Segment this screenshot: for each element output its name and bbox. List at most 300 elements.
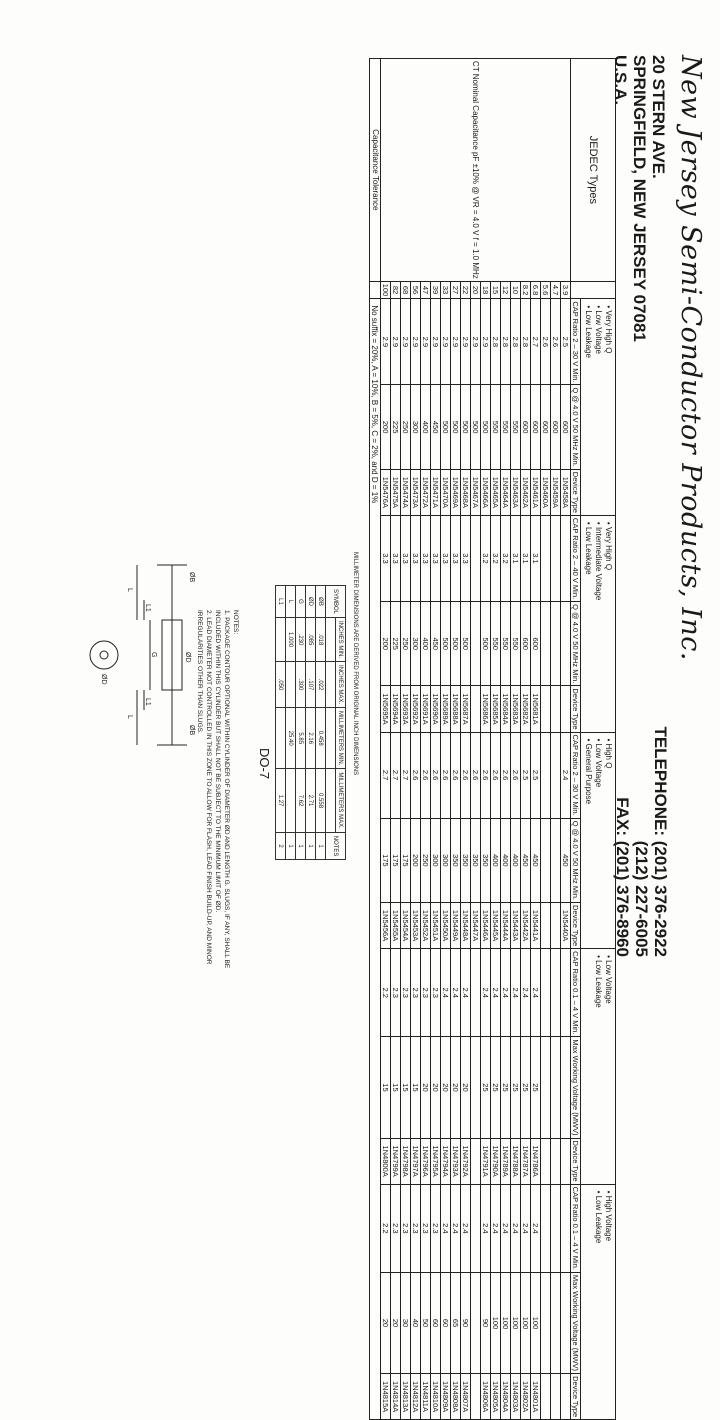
table-cell: 2.8 (491, 299, 501, 385)
table-cell: 1N5441A (531, 903, 541, 949)
table-cell: 2.7 (391, 732, 401, 818)
table-cell: 20 (391, 1272, 401, 1373)
table-cell (541, 1184, 551, 1272)
table-cell: 1N5473A (411, 469, 421, 515)
cap-ratio-header: CAP Ratio 0.1 – 4 V Min. (571, 1184, 581, 1272)
table-cell (471, 602, 481, 686)
table-cell: 1N5454A (401, 903, 411, 949)
table-cell: 2.9 (391, 299, 401, 385)
table-cell: 1N5448A (461, 903, 471, 949)
table-cell: 90 (481, 1272, 491, 1373)
capacitance-value-cell: 100 (381, 281, 391, 299)
table-cell: 2.4 (441, 949, 451, 1037)
table-cell: 20 (441, 1037, 451, 1138)
device-type-header: Device Type (571, 1138, 581, 1184)
table-cell: 2.4 (441, 1184, 451, 1272)
table-cell: 1N5458A (561, 469, 571, 515)
table-cell: 100 (491, 1272, 501, 1373)
table-cell: 550 (491, 385, 501, 469)
table-cell: 20 (421, 1037, 431, 1138)
table-cell (561, 515, 571, 601)
table-cell (471, 949, 481, 1037)
table-cell: 3.3 (411, 515, 421, 601)
table-cell: 500 (461, 385, 471, 469)
tolerance-note: No suffix = 20%, A = 10%, B = 5%, C = 2%, and D = 1% (370, 299, 381, 1420)
table-cell: 30 (401, 1272, 411, 1373)
table-cell (561, 1184, 571, 1272)
table-cell: 3.2 (501, 515, 511, 601)
capacitance-value-cell: 6.8 (531, 281, 541, 299)
capacitance-value-cell: 3.9 (561, 281, 571, 299)
table-cell: 3.3 (381, 515, 391, 601)
max-working-voltage-header: Max Working Voltage (MWV) (571, 1037, 581, 1138)
table-cell: 3.1 (511, 515, 521, 601)
dimension-cell: 0.558 (316, 769, 326, 832)
table-cell: 2.6 (461, 732, 471, 818)
dimension-cell: ØB (316, 586, 326, 618)
table-cell: 1N4791A (481, 1138, 491, 1184)
table-cell: 500 (451, 385, 461, 469)
table-cell: 2.3 (391, 949, 401, 1037)
label-b: ØB (188, 725, 195, 736)
table-cell: 500 (451, 602, 461, 686)
table-cell: 1N4794A (441, 1138, 451, 1184)
table-cell: 1N5450A (441, 903, 451, 949)
dimension-cell: 2.71 (306, 769, 316, 832)
dimension-cell: L (286, 586, 296, 618)
notes-header: NOTES (326, 832, 346, 860)
dimension-cell: 1 (316, 832, 326, 860)
table-cell: 400 (511, 818, 521, 902)
table-cell: 15 (401, 1037, 411, 1138)
dimension-cell: 1 (306, 832, 316, 860)
table-cell: 1N4814A (391, 1374, 401, 1420)
capacitance-value-cell: 56 (411, 281, 421, 299)
table-cell: 450 (521, 818, 531, 902)
notes-block (195, 610, 240, 990)
table-cell: 2.4 (511, 949, 521, 1037)
table-cell: 2.9 (431, 299, 441, 385)
table-cell: 175 (381, 818, 391, 902)
table-cell: 2.4 (531, 949, 541, 1037)
table-cell (551, 1272, 561, 1373)
table-cell: 2.5 (521, 732, 531, 818)
table-cell: 2.4 (511, 1184, 521, 1272)
table-cell: 550 (501, 385, 511, 469)
cap-ratio-header: CAP Ratio 2 – 30 V Min. (571, 732, 581, 818)
address-line-2: SPRINGFIELD, NEW JERSEY 07081 (630, 55, 649, 342)
table-cell: 3.3 (391, 515, 401, 601)
table-cell: 1N5464A (501, 469, 511, 515)
mm-max-header: MILLIMETERS MAX. (336, 769, 346, 832)
table-cell: 60 (431, 1272, 441, 1373)
table-cell: 225 (391, 385, 401, 469)
table-cell: 2.5 (531, 732, 541, 818)
company-name: New Jersey Semi-Conductor Products, Inc. (675, 55, 706, 661)
table-cell (561, 1374, 571, 1420)
table-row (561, 59, 571, 1420)
table-cell: 175 (391, 818, 401, 902)
table-cell: 2.4 (521, 949, 531, 1037)
dimension-cell: G (296, 586, 306, 618)
table-cell (541, 1037, 551, 1138)
table-cell: 1N5471A (431, 469, 441, 515)
table-cell: 1N5695A (381, 686, 391, 732)
package-outline-label: DO-7 (257, 748, 272, 780)
table-cell: 1N4815A (381, 1374, 391, 1420)
table-cell: 1N4802A (521, 1374, 531, 1420)
table-cell: 1N5687A (461, 686, 471, 732)
label-l1: L1 (144, 698, 151, 706)
note-2: 2. LEAD DIAMETER NOT CONTROLLED IN THIS ZONE TO ALLOW FOR FLASH, LEAD FINISH BUILD-UP, AND MINOR IRREGULARITIES OTHER THAN SLUGS. (196, 610, 212, 965)
table-cell: 15 (411, 1037, 421, 1138)
table-cell: 3.1 (531, 515, 541, 601)
table-cell: 20 (451, 1037, 461, 1138)
table-cell: 1N5690A (431, 686, 441, 732)
table-cell: 250 (401, 602, 411, 686)
capacitance-value-cell: 68 (401, 281, 411, 299)
dimension-cell: 7.62 (296, 769, 306, 832)
table-cell: 2.6 (511, 732, 521, 818)
table-cell: 2.3 (391, 1184, 401, 1272)
table-cell (551, 818, 561, 902)
table-cell: 1N5469A (451, 469, 461, 515)
table-cell: 100 (501, 1272, 511, 1373)
do7-outline-drawing (82, 560, 212, 750)
dimension-cell (286, 662, 296, 708)
table-cell (541, 818, 551, 902)
note-1: 1. PACKAGE CONTOUR OPTIONAL WITHIN CYLINDER OF DIAMETER ØD AND LENGTH G. SLUGS, IF ANY, SHALL BE INCLUDED WITHIN THIS CYLINDER BUT SHALL NOT BE SUBJECT TO THE MINIMUM LIMIT OF ØD. (214, 610, 230, 969)
table-cell (551, 949, 561, 1037)
table-cell: 2.4 (501, 1184, 511, 1272)
table-cell: 3.3 (401, 515, 411, 601)
table-cell (561, 1138, 571, 1184)
table-cell (541, 686, 551, 732)
table-cell: 225 (391, 602, 401, 686)
dimension-row (306, 586, 316, 860)
table-cell: 1N4788A (511, 1138, 521, 1184)
dimension-row (286, 586, 296, 860)
table-cell (541, 903, 551, 949)
end-view-outer (90, 641, 118, 669)
table-cell (471, 1184, 481, 1272)
dimension-cell: 1.000 (286, 618, 296, 662)
table-cell: 550 (511, 602, 521, 686)
table-cell: 50 (421, 1272, 431, 1373)
table-cell: 1N4801A (531, 1374, 541, 1420)
table-cell: 2.7 (401, 732, 411, 818)
table-cell: 2.9 (401, 299, 411, 385)
table-cell: 1N4798A (401, 1138, 411, 1184)
group-1-header: • Very High Q • Low Voltage • Low Leakage (581, 299, 616, 516)
table-cell: 1N5693A (401, 686, 411, 732)
table-cell: 1N5694A (391, 686, 401, 732)
max-working-voltage-header: Max Working Voltage (MWV) (571, 1272, 581, 1373)
dimension-row (316, 586, 326, 860)
table-cell: 200 (381, 602, 391, 686)
table-cell: 2.4 (491, 1184, 501, 1272)
table-cell (551, 1037, 561, 1138)
table-cell: 1N4799A (391, 1138, 401, 1184)
table-cell: 600 (531, 385, 541, 469)
table-cell (471, 1374, 481, 1420)
table-cell: 25 (521, 1037, 531, 1138)
table-cell: 2.4 (501, 949, 511, 1037)
q-header: Q @ 4.0 V 50 MHz Min. (571, 818, 581, 902)
dimension-cell: 0.458 (316, 708, 326, 769)
table-cell (551, 686, 561, 732)
dimension-cell: .022 (316, 662, 326, 708)
table-cell: 500 (481, 385, 491, 469)
table-cell: 3.2 (491, 515, 501, 601)
table-cell: 500 (471, 385, 481, 469)
table-cell: 1N4787A (521, 1138, 531, 1184)
table-cell: 1N4800A (381, 1138, 391, 1184)
table-cell: 350 (471, 818, 481, 902)
table-cell: 40 (411, 1272, 421, 1373)
table-cell: 2.4 (451, 949, 461, 1037)
capacitance-value-cell: 33 (441, 281, 451, 299)
capacitance-value-cell: 18 (481, 281, 491, 299)
table-cell (551, 1374, 561, 1420)
table-cell (551, 1184, 561, 1272)
table-cell: 2.9 (461, 299, 471, 385)
inches-max-header: INCHES MAX. (336, 662, 346, 708)
table-cell: 1N5447A (471, 903, 481, 949)
table-cell: 600 (531, 602, 541, 686)
spacer-cell (370, 281, 381, 299)
dimension-cell: L1 (276, 586, 286, 618)
table-cell: 1N5475A (391, 469, 401, 515)
table-cell: 600 (521, 385, 531, 469)
table-cell: 3.3 (461, 515, 471, 601)
dimension-cell: 5.85 (296, 708, 306, 769)
table-cell: 450 (431, 602, 441, 686)
group-4-header: • Low Voltage • Low Leakage (581, 949, 616, 1185)
table-cell: 1N5691A (421, 686, 431, 732)
table-cell (551, 903, 561, 949)
table-cell: 2.4 (491, 949, 501, 1037)
table-cell: 90 (461, 1272, 471, 1373)
table-cell: 2.6 (501, 732, 511, 818)
dimension-cell: 2 (276, 832, 286, 860)
end-view-lead (100, 651, 108, 659)
table-cell: 3.3 (441, 515, 451, 601)
table-cell: 100 (531, 1272, 541, 1373)
table-cell: 550 (511, 385, 521, 469)
table-cell: 2.2 (381, 949, 391, 1037)
table-cell: 450 (561, 818, 571, 902)
table-cell: 250 (421, 818, 431, 902)
table-cell: 2.6 (471, 732, 481, 818)
capacitance-value-cell: 4.7 (551, 281, 561, 299)
capacitance-value-cell: 20 (471, 281, 481, 299)
table-cell: 1N4789A (501, 1138, 511, 1184)
table-cell: 2.8 (521, 299, 531, 385)
table-cell: 1N5460A (541, 469, 551, 515)
label-l: L (126, 715, 133, 719)
table-cell: 1N5681A (531, 686, 541, 732)
table-cell: 20 (431, 1037, 441, 1138)
table-cell (551, 602, 561, 686)
group-header-row (581, 59, 616, 1420)
table-cell: 1N5443A (511, 903, 521, 949)
table-cell: 25 (501, 1037, 511, 1138)
table-cell: 1N5682A (521, 686, 531, 732)
table-cell: 175 (401, 818, 411, 902)
table-cell: 1N4790A (491, 1138, 501, 1184)
spacer-cell (571, 281, 616, 299)
jedec-types-header: JEDEC Types (571, 59, 616, 282)
table-cell: 2.6 (551, 299, 561, 385)
table-cell: 2.3 (421, 1184, 431, 1272)
table-cell: 2.6 (411, 732, 421, 818)
table-cell: 1N4804A (501, 1374, 511, 1420)
dimension-cell: .018 (316, 618, 326, 662)
table-cell: 1N4806A (481, 1374, 491, 1420)
dimension-cell: .050 (276, 662, 286, 708)
table-cell: 2.8 (501, 299, 511, 385)
table-cell: 300 (411, 385, 421, 469)
table-cell: 400 (501, 818, 511, 902)
table-cell: 2.9 (451, 299, 461, 385)
table-cell: 1N5476A (381, 469, 391, 515)
table-cell: 2.6 (431, 732, 441, 818)
dimension-cell (276, 618, 286, 662)
dimension-cell (276, 708, 286, 769)
table-cell: 3.3 (451, 515, 461, 601)
dimension-cell: .300 (296, 662, 306, 708)
dimension-cell (286, 769, 296, 832)
table-cell: 2.6 (491, 732, 501, 818)
table-cell: 3.3 (431, 515, 441, 601)
table-cell: 500 (481, 602, 491, 686)
dimension-cell: 1 (286, 832, 296, 860)
table-cell: 2.9 (471, 299, 481, 385)
table-cell: 1N5445A (491, 903, 501, 949)
table-cell: 2.3 (431, 949, 441, 1037)
table-cell: 1N4812A (411, 1374, 421, 1420)
table-cell (561, 1037, 571, 1138)
table-cell (541, 949, 551, 1037)
table-cell: 2.9 (411, 299, 421, 385)
dimension-row (276, 586, 286, 860)
table-cell: 65 (451, 1272, 461, 1373)
capacitance-value-cell: 82 (391, 281, 401, 299)
table-cell: 2.4 (481, 949, 491, 1037)
table-cell: 1N4797A (411, 1138, 421, 1184)
table-cell: 550 (491, 602, 501, 686)
table-cell: 1N4808A (451, 1374, 461, 1420)
table-cell: 1N5455A (391, 903, 401, 949)
table-cell: 500 (461, 602, 471, 686)
table-cell: 2.3 (401, 949, 411, 1037)
table-cell: 1N5453A (411, 903, 421, 949)
table-cell (471, 1138, 481, 1184)
table-cell: 1N4792A (461, 1138, 471, 1184)
table-cell: 600 (521, 602, 531, 686)
table-cell (561, 1272, 571, 1373)
table-cell: 2.6 (541, 299, 551, 385)
table-cell: 15 (391, 1037, 401, 1138)
group-3-header: • High Q • Low Voltage • General Purpose (581, 732, 616, 949)
table-cell: 1N4786A (531, 1138, 541, 1184)
tolerance-row (370, 59, 381, 1420)
table-cell: 350 (481, 818, 491, 902)
table-cell: 1N5689A (441, 686, 451, 732)
device-type-header: Device Type (571, 686, 581, 732)
table-cell: 1N5444A (501, 903, 511, 949)
symbol-header: SYMBOL (326, 586, 346, 618)
table-cell (541, 515, 551, 601)
table-cell: 1N5688A (451, 686, 461, 732)
table-cell: 2.4 (531, 1184, 541, 1272)
group-2-header: • Very High Q • Intermediate Voltage • Low Leakage (581, 515, 616, 732)
table-cell (541, 1374, 551, 1420)
table-cell: 2.6 (441, 732, 451, 818)
label-d: ØD (100, 674, 107, 685)
telephone-line-1: TELEPHONE: (201) 376-2922 (651, 726, 670, 957)
nominal-capacitance-header: CT Nominal Capacitance pF ±10% @ VR = 4.0 V f = 1.0 MHz (381, 59, 571, 282)
table-cell: 2.9 (421, 299, 431, 385)
table-cell: 400 (491, 818, 501, 902)
table-cell: 2.3 (411, 949, 421, 1037)
dimension-row (296, 586, 306, 860)
table-cell: 2.4 (521, 1184, 531, 1272)
cap-ratio-header: CAP Ratio 0.1 – 4 V Min. (571, 949, 581, 1037)
table-cell: 1N4795A (431, 1138, 441, 1184)
label-d: ØD (184, 652, 191, 663)
capacitance-value-cell: 27 (451, 281, 461, 299)
table-cell: 200 (381, 385, 391, 469)
table-cell: 1N5465A (491, 469, 501, 515)
table-cell: 25 (531, 1037, 541, 1138)
capacitance-value-cell: 8.2 (521, 281, 531, 299)
dimension-cell: 2.16 (306, 708, 316, 769)
table-cell: 25 (511, 1037, 521, 1138)
table-cell: 1N5456A (381, 903, 391, 949)
table-cell: 2.4 (481, 1184, 491, 1272)
capacitance-value-cell: 39 (431, 281, 441, 299)
table-cell: 25 (481, 1037, 491, 1138)
table-cell (561, 602, 571, 686)
table-cell (541, 1138, 551, 1184)
address-line-3: U.S.A. (611, 55, 630, 106)
table-cell: 1N5463A (511, 469, 521, 515)
capacitance-value-cell: 10 (511, 281, 521, 299)
table-cell: 1N5446A (481, 903, 491, 949)
table-cell: 600 (551, 385, 561, 469)
dimension-cell: .107 (306, 662, 316, 708)
table-cell: 20 (381, 1272, 391, 1373)
table-cell: 1N5474A (401, 469, 411, 515)
table-cell (561, 686, 571, 732)
varactor-spec-table (369, 58, 616, 1420)
table-cell: 300 (441, 818, 451, 902)
table-cell: 1N5684A (501, 686, 511, 732)
dimension-cell: .085 (306, 618, 316, 662)
table-cell: 1N4805A (491, 1374, 501, 1420)
table-cell: 500 (441, 385, 451, 469)
table-cell: 2.4 (461, 949, 471, 1037)
table-cell: 1N5451A (431, 903, 441, 949)
table-cell (551, 1138, 561, 1184)
device-type-header: Device Type (571, 469, 581, 515)
table-cell: 1N5440A (561, 903, 571, 949)
table-cell (541, 1272, 551, 1373)
label-g: G (150, 652, 157, 658)
table-cell: 1N4810A (431, 1374, 441, 1420)
